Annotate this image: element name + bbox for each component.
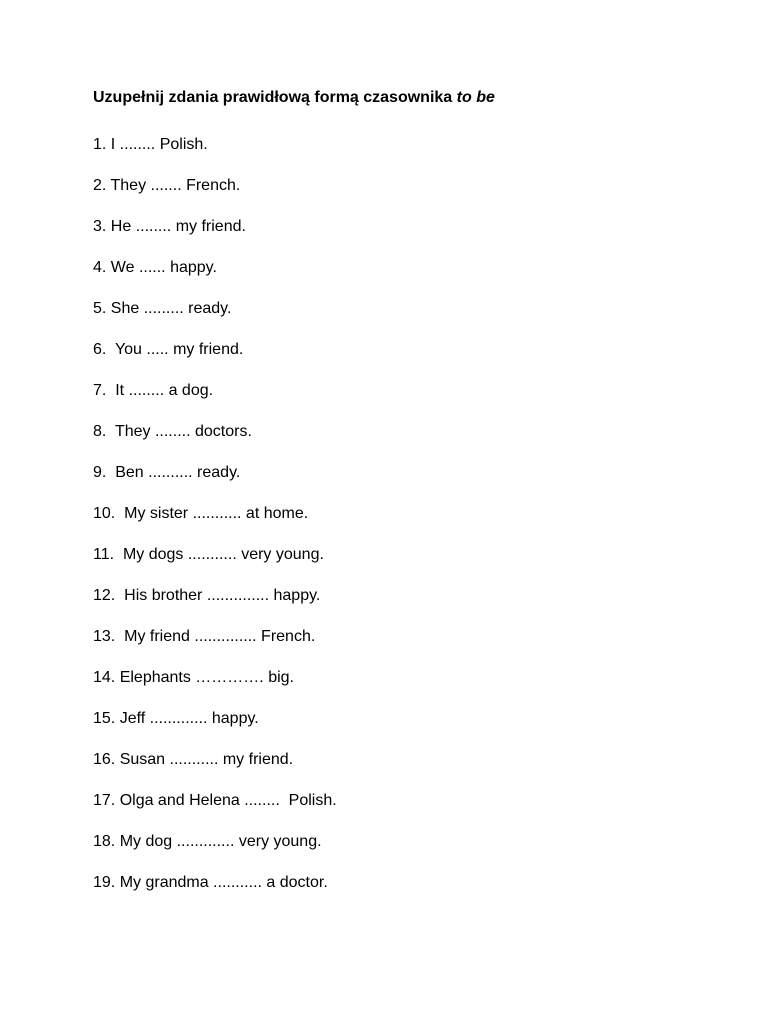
exercise-item-7: 7. It ........ a dog. xyxy=(93,382,214,399)
exercise-item-1: 1. I ........ Polish. xyxy=(93,136,208,153)
exercise-item-6: 6. You ..... my friend. xyxy=(93,341,244,358)
title-emphasis-text: to be xyxy=(456,89,495,106)
exercise-item-16: 16. Susan ........... my friend. xyxy=(93,751,294,768)
exercise-item-19: 19. My grandma ........... a doctor. xyxy=(93,874,328,891)
exercise-item-8: 8. They ........ doctors. xyxy=(93,423,252,440)
exercise-item-18: 18. My dog ............. very young. xyxy=(93,833,322,850)
exercise-item-4: 4. We ...... happy. xyxy=(93,259,217,276)
worksheet-title xyxy=(93,88,495,108)
exercise-item-17: 17. Olga and Helena ........ Polish. xyxy=(93,792,337,809)
exercise-item-5: 5. She ......... ready. xyxy=(93,300,232,317)
exercise-item-12: 12. His brother .............. happy. xyxy=(93,587,321,604)
exercise-item-15: 15. Jeff ............. happy. xyxy=(93,710,259,727)
exercise-item-3: 3. He ........ my friend. xyxy=(93,218,246,235)
exercise-item-14: 14. Elephants …………. big. xyxy=(93,669,294,686)
exercise-item-10: 10. My sister ........... at home. xyxy=(93,505,309,522)
exercise-list xyxy=(93,135,337,914)
exercise-item-9: 9. Ben .......... ready. xyxy=(93,464,241,481)
exercise-item-13: 13. My friend .............. French. xyxy=(93,628,316,645)
title-main-text: Uzupełnij zdania prawidłową formą czasownika xyxy=(93,89,457,106)
exercise-item-2: 2. They ....... French. xyxy=(93,177,241,194)
exercise-item-11: 11. My dogs ........... very young. xyxy=(93,546,324,563)
